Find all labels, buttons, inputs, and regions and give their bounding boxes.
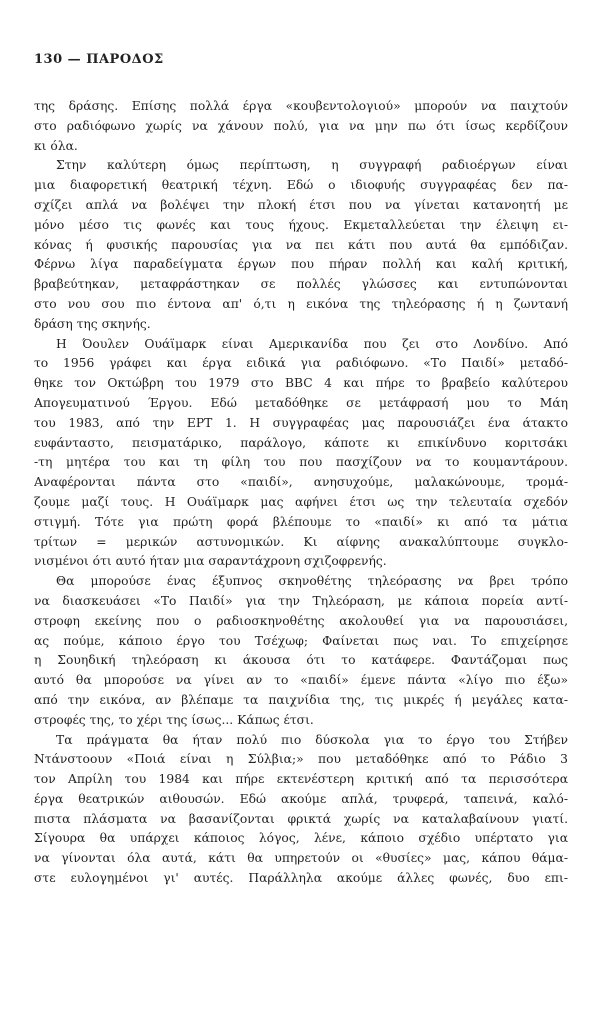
text-line: κι όλα. [34,138,78,153]
text-line: Τα πράγματα θα ήταν πολύ πιο δύσκολα για το έργο του Στήβεν [56,732,568,747]
body-text [34,97,568,889]
text-line: ευφάνταστο, πεισματάρικο, παράλογο, κάποτε κι επικίνδυνο κοριτσάκι [34,435,568,450]
text-line: το 1956 γράφει και έργα ειδικά για ραδιόφωνο. «Το Παιδί» μεταδό- [34,356,568,371]
text-line: Ντάνστοουν «Ποιά είναι η Σύλβια;» που μεταδόθηκε από το Ράδιο 3 [34,752,568,767]
text-line: θηκε τον Οκτώβρη του 1979 στο BBC 4 και πήρε το βραβείο καλύτερου [34,376,568,391]
text-line: στιγμή. Τότε για πρώτη φορά βλέπουμε το «παιδί» κι από τα μάτια [34,514,568,529]
text-line: νισμένοι ότι αυτό ήταν μια σαραντάχρονη σχιζοφρενής. [34,554,387,569]
text-line: στο ραδιόφωνο χωρίς να χάνουν πολύ, για να μην πω ότι ίσως κερδίζουν [34,118,568,133]
text-line: Σίγουρα θα υπάρχει κάποιος λόγος, λένε, κάποιο σχέδιο υπέρτατο για [34,831,568,846]
text-line: μόνο μέσο τις φωνές και τους ήχους. Εκμεταλλεύεται την έλειψη ει- [34,217,568,232]
text-line: Φέρνω λίγα παραδείγματα έργων που πήραν πολλή και καλή κριτική, [34,257,568,272]
text-line: ζουμε μαζί τους. Η Ουάϊμαρκ μας αφήνει έτσι ως την τελευταία σχεδόν [34,494,568,509]
text-line: έργα θεατρικών αιθουσών. Εδώ ακούμε απλά, τρυφερά, ταπεινά, καλό- [34,791,568,806]
text-line: τρίτων = μερικών αστυνομικών. Κι αίφνης ανακαλύπτουμε συγκλο- [34,534,568,549]
text-line: πιστα πλάσματα να βασανίζονται φρικτά χωρίς να καταλαβαίνουν γιατί. [34,811,568,826]
text-line: στο νου σου πιο έντονα απ' ό,τι η εικόνα της τηλεόρασης ή η ζωντανή [34,296,568,311]
text-line: Αναφέρονται πάντα στο «παιδί», ανησυχούμε, μαλακώνουμε, τρομά- [34,475,568,490]
text-line: δράση της σκηνής. [34,316,151,331]
text-line: στε ευλογημένοι γι' αυτές. Παράλληλα ακούμε άλλες φωνές, δυο επι- [34,871,568,886]
text-line: να διασκευάσει «Το Παιδί» για την Τηλεόραση, με κάποια πορεία αντί- [34,593,568,608]
text-line: αυτό θα μπορούσε να γίνει αν το «παιδί» έμενε πάντα «λίγο πιο έξω» [34,673,568,688]
text-line: ας πούμε, κάποιο έργο του Τσέχωφ; Φαίνεται πως ναι. Το επιχείρησε [34,633,568,648]
text-line: του 1983, από την ΕΡΤ 1. Η συγγραφέας μας παρουσιάζει ένα άτακτο [34,415,568,430]
text-line: Η Όουλεν Ουάϊμαρκ είναι Αμερικανίδα που ζει στο Λονδίνο. Από [56,336,568,351]
text-line: στροφη εκείνης που ο ραδιοσκηνοθέτης ακολουθεί για να παρουσιάσει, [34,613,568,628]
text-line: τον Απρίλη του 1984 και πήρε εκτενέστερη κριτική από τα περισσότερα [34,772,568,787]
text-line: Απογευματινού Έργου. Εδώ μεταδόθηκε σε μετάφρασή μου το Μάη [34,395,568,410]
text-line: από την εικόνα, αν βλέπαμε τα παιχνίδια της, τις μικρές ή μεγάλες κατα- [34,692,568,707]
text-line: -τη μητέρα του και τη φίλη του που πασχίζουν να το κουμαντάρουν. [34,455,568,470]
text-line: κόνας ή φυσικής παρουσίας για να πει κάτι που αυτά θα εμπόδιζαν. [34,237,568,252]
text-line: Στην καλύτερη όμως περίπτωση, η συγγραφή ραδιοέργων είναι [56,158,568,173]
text-line: η Σουηδική τηλεόραση κι άκουσα ότι το κατάφερε. Φαντάζομαι πως [34,653,568,668]
text-line: σχίζει απλά να βολέψει την πλοκή έτσι που να γίνεται κατανοητή με [34,197,568,212]
text-line: να γίνονται όλα αυτά, κάτι θα υπηρετούν οι «θυσίες» μας, κάπου θάμα- [34,851,568,866]
text-line: της δράσης. Επίσης πολλά έργα «κουβεντολογιού» μπορούν να παιχτούν [34,99,568,113]
text-line: μια διαφορετική θεατρική τέχνη. Εδώ ο ιδιοφυής συγγραφέας δεν πα- [34,178,568,193]
text-line: στροφές της, το χέρι της ίσως... Κάπως έτσι. [34,712,314,727]
running-head: 130 — ΠΑΡΟΔΟΣ [34,52,164,67]
text-line: βραβεύτηκαν, μεταφράστηκαν σε πολλές γλώσσες και εντυπώνονται [34,277,568,292]
text-line: Θα μπορούσε ένας έξυπνος σκηνοθέτης τηλεόρασης να βρει τρόπο [56,574,568,589]
